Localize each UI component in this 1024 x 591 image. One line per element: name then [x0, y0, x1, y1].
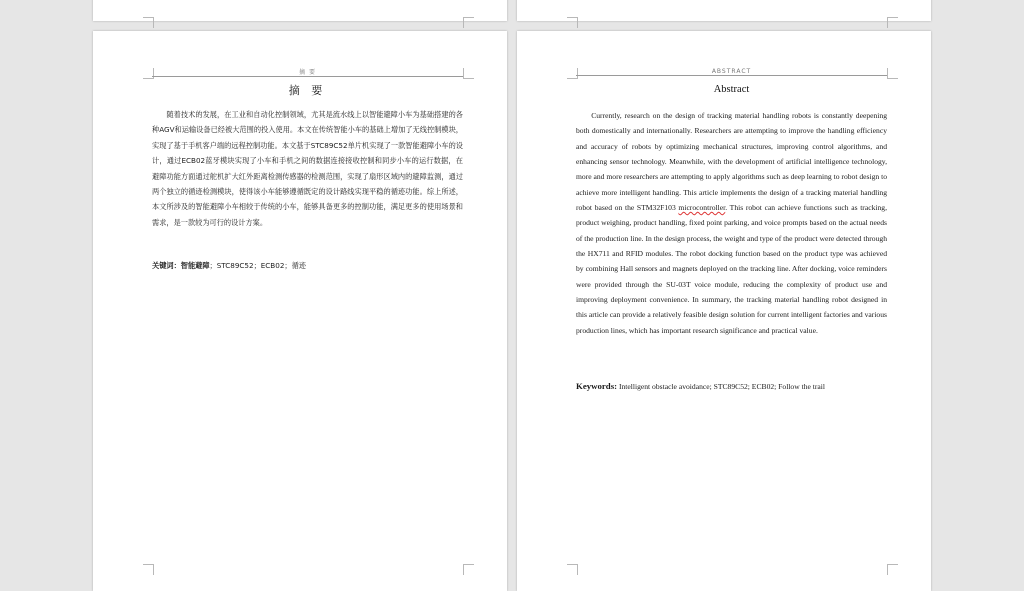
crop-mark: [143, 564, 154, 575]
keywords-label: Keywords:: [576, 381, 618, 391]
crop-mark: [143, 17, 154, 28]
abstract-body[interactable]: 随着技术的发展，在工业和自动化控制领域，尤其是流水线上以智能避障小车为基础搭建的各种AGV和运输设备已经被大范围的投入使用。本文在传统智能小车的基础上增加了无线控制模块，实现了基于手机客户端的远程控制功能。本文基于STC89C52单片机实现了一款智能避障小车的设计，通过ECB02蓝牙模块实现了小车和手机之间的数据连接接收控制和同步小车的运行数据，在避障功能方面通过舵机扩大红外距离检测传感器的检测范围，实现了扇形区域内的避障监测，通过两个独立的循迹检测模块，使得该小车能够遵循既定的设计路线实现平稳的循迹功能。综上所述，本文所涉及的智能避障小车相较于传统的小车，能够具备更多的控制功能，满足更多的使用场景和需求，是一款较为可行的设计方案。: [152, 110, 463, 227]
crop-mark: [463, 68, 474, 79]
page-title: 摘 要: [288, 84, 327, 97]
page-header-rule: [152, 76, 463, 77]
crop-mark: [887, 564, 898, 575]
spellcheck-flagged-word[interactable]: microcontroller: [678, 202, 726, 212]
crop-mark: [567, 564, 578, 575]
abstract-body[interactable]: [576, 108, 887, 338]
keywords-value: ；STC89C52；ECB02；循迹: [209, 261, 306, 270]
document-page-chinese-abstract[interactable]: [93, 31, 507, 591]
keywords-line[interactable]: [152, 261, 306, 271]
page-title: Abstract: [713, 84, 750, 95]
previous-page-left: [93, 0, 507, 21]
crop-mark: [887, 68, 898, 79]
abstract-text-part-2: . This robot can achieve functions such as tracking, product weighing, product handling, fixed point parking, and voice prompts based on the actual needs of the production line. In the design process, the weight and type of the product were detected through the HX711 and RFID modules. The robot docking function based on the product type was achieved by combining Hall sensors and magnets deployed on the tracking line. After docking, voice reminders were provided through the SU-03T voice module, reducing the complexity of product use and improving deployment convenience. In summary, the tracking material handling robot designed in this article can provide a relatively feasible design solution for current intelligent factories and various production lines, which has important research significance and practical value.: [576, 202, 887, 335]
crop-mark: [887, 17, 898, 28]
crop-mark: [463, 17, 474, 28]
document-page-english-abstract[interactable]: [517, 31, 931, 591]
previous-page-right: [517, 0, 931, 21]
crop-mark: [463, 564, 474, 575]
page-header-rule: [576, 75, 887, 76]
abstract-text-part-1: Currently, research on the design of tracking material handling robots is constantly deepening both domestically and internationally. Researchers are attempting to improve the handling efficiency and accuracy of robots by optimizing mechanical structures, improving control algorithms, and enhancing sensor technology. Meanwhile, with the development of artificial intelligence technology, more and more researchers are attempting to apply algorithms such as deep learning to robot design to achieve more intelligent handling. This article implements the design of a tracking material handling robot based on the STM32F103: [576, 111, 887, 212]
keywords-value: Intelligent obstacle avoidance; STC89C52; ECB02; Follow the trail: [617, 382, 825, 391]
keywords-line[interactable]: [576, 381, 825, 391]
keywords-label: 关键词：智能避障: [152, 261, 210, 270]
crop-mark: [567, 17, 578, 28]
page-header-text: ABSTRACT: [711, 68, 752, 75]
page-header-text: 摘 要: [299, 69, 316, 76]
